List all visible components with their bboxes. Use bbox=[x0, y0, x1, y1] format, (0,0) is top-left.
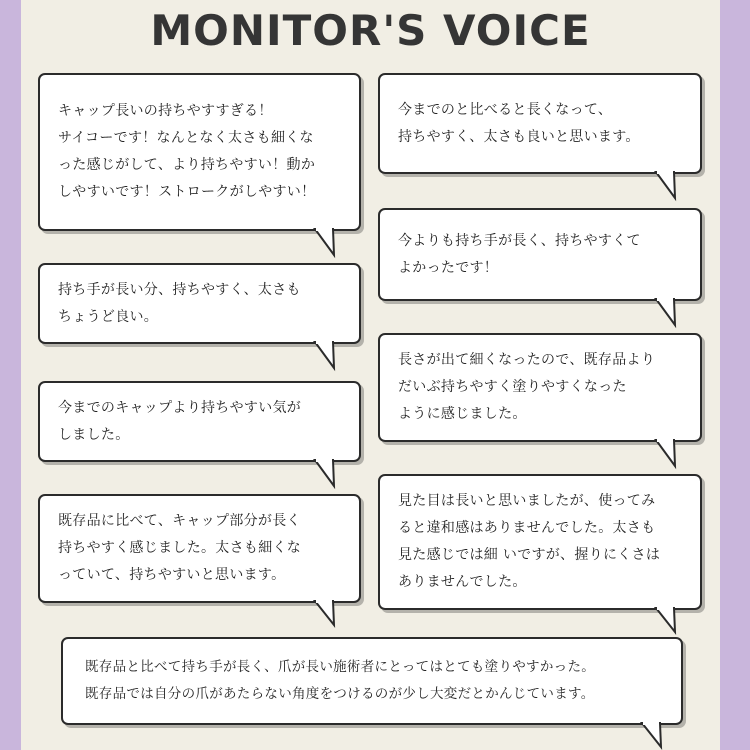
speech-tail-icon bbox=[654, 440, 678, 464]
comment-text-6: 今までのキャップより持ちやすい気が しました。 bbox=[58, 399, 302, 443]
speech-tail-icon bbox=[313, 460, 337, 484]
comment-bubble-6 bbox=[38, 381, 361, 462]
speech-tail-icon bbox=[640, 723, 664, 747]
comment-bubble-2 bbox=[378, 73, 702, 174]
speech-tail-icon bbox=[654, 299, 678, 323]
comment-bubble-9 bbox=[61, 637, 683, 725]
comment-bubble-7 bbox=[378, 474, 702, 610]
speech-tail-icon bbox=[654, 608, 678, 632]
comment-text-2: 今までのと比べると長くなって、 持ちやすく、太さも良いと思います。 bbox=[398, 101, 640, 145]
comment-text-3: 今よりも持ち手が長く、持ちやすくて よかったです！ bbox=[398, 232, 641, 276]
comment-bubble-8 bbox=[38, 494, 361, 603]
comment-bubble-5 bbox=[378, 333, 702, 442]
speech-tail-icon bbox=[654, 172, 678, 196]
speech-tail-icon bbox=[313, 229, 337, 253]
comment-text-7: 見た目は長いと思いましたが、使ってみ ると違和感はありませんでした。太さも 見た感じでは細 いですが、握りにくさは ありませんでした。 bbox=[398, 493, 661, 590]
comment-text-9: 既存品と比べて持ち手が長く、爪が長い施術者にとってはとても塗りやすかった。 既存品では自分の爪があたらない角度をつけるのが少し大変だとかんじています。 bbox=[85, 659, 596, 702]
comment-bubble-3 bbox=[378, 208, 702, 301]
comment-text-5: 長さが出て細くなったので、既存品より だいぶ持ちやすく塗りやすくなった ように感じました。 bbox=[398, 352, 656, 422]
speech-tail-icon bbox=[313, 342, 337, 366]
comment-text-4: 持ち手が長い分、持ちやすく、太さも ちょうど良い。 bbox=[58, 281, 301, 325]
comment-bubble-4 bbox=[38, 263, 361, 344]
comment-bubble-1 bbox=[38, 73, 361, 231]
comment-text-8: 既存品に比べて、キャップ部分が長く 持ちやすく感じました。太さも細くな っていて、持ちやすいと思います。 bbox=[58, 513, 302, 583]
comment-text-1: キャップ長いの持ちやすすぎる！ サイコーです！なんとなく太さも細くな った感じがして、より持ちやすい！動か しやすいです！ストロークがしやすい！ bbox=[58, 103, 316, 200]
speech-tail-icon bbox=[313, 601, 337, 625]
page-title: MONITOR'S VOICE bbox=[150, 6, 591, 55]
